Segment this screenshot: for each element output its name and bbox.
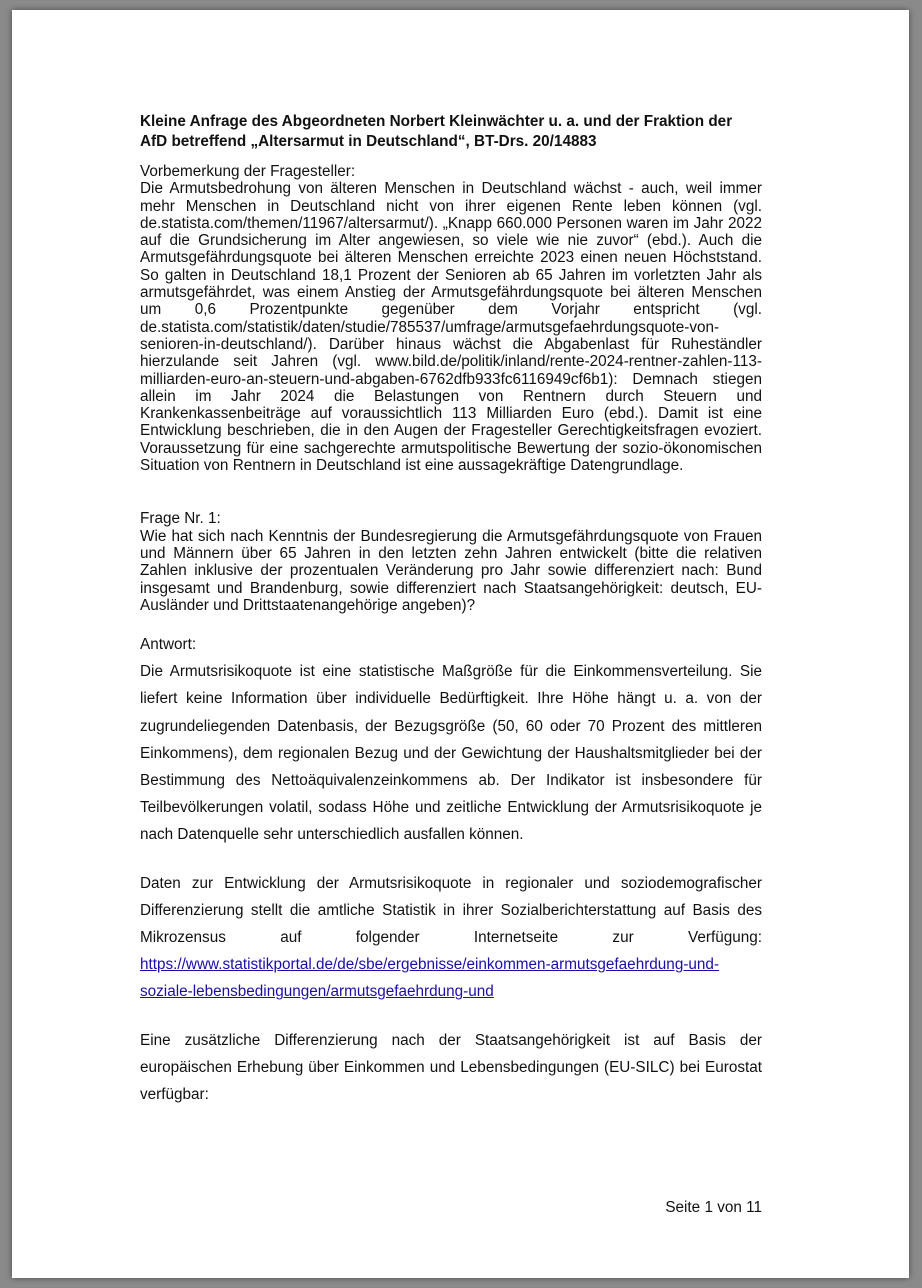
page-number: Seite 1 von 11 [665, 1199, 762, 1216]
document-title: Kleine Anfrage des Abgeordneten Norbert Kleinwächter u. a. und der Fraktion der AfD betreffend „Altersarmut in Deutschland“, BT-Drs. 20/14883 [140, 113, 733, 150]
document-page [12, 10, 909, 1278]
antwort-paragraph-2-text: Daten zur Entwicklung der Armutsrisikoquote in regionaler und soziodemografischer Differenzierung stellt die amtliche Statistik in ihrer Sozialberichterstattung auf Basis des Mikrozensus auf folgender Internetseite zur Verfügung: [140, 874, 762, 946]
vorbemerkung-text: Die Armutsbedrohung von älteren Menschen in Deutschland wächst - auch, weil immer mehr Menschen in Deutschland nicht von ihrer eigenen Rente leben können (vgl. de.statista.com/themen/11967/altersarmut/). „Knapp 660.000 Personen waren im Jahr 2022 auf die Grundsicherung im Alter angewiesen, so viele wie nie zuvor“ (ebd.). Auch die Armutsgefährdungsquote bei älteren Menschen erreichte 2023 einen neuen Höchststand. So galten in Deutschland 18,1 Prozent der Senioren ab 65 Jahren im vorletzten Jahr als armutsgefährdet, was einem Anstieg der Armutsgefährdungsquote bei älteren Menschen um 0,6 Prozentpunkte gegenüber dem Vorjahr entspricht (vgl. de.statista.com/statistik/daten/studie/785537/umfrage/armutsgefaehrdungsquote-von-senioren-in-deutschland/). Darüber hinaus wächst die Abgabenlast für Ruheständler hierzulande seit Jahren (vgl. www.bild.de/politik/inland/rente-2024-rentner-zahlen-113-milliarden-euro-an-steuern-und-abgaben-6762dfb933fc6116949cf6b1): Demnach stiegen allein im Jahr 2024 die Belastungen von Rentnern durch Steuern und Krankenkassenbeiträge auf voraussichtlich 113 Milliarden Euro (ebd.). Damit ist eine Entwicklung beschrieben, die in den Augen der Fragesteller Gerechtigkeitsfragen evoziert. Voraussetzung für eine sachgerechte armutspolitische Bewertung der sozio-ökonomischen Situation von Rentnern in Deutschland ist eine aussagekräftige Datengrundlage. [140, 180, 762, 475]
frage-label: Frage Nr. 1: [140, 510, 221, 528]
vorbemerkung-label: Vorbemerkung der Fragesteller: [140, 163, 356, 180]
antwort-paragraph-3: Eine zusätzliche Differenzierung nach der Staatsangehörigkeit ist auf Basis der europäischen Erhebung über Einkommen und Lebensbedingungen (EU-SILC) bei Eurostat verfügbar: [140, 1031, 762, 1103]
antwort-label: Antwort: [140, 636, 197, 654]
antwort-paragraph-2 [140, 870, 762, 1006]
document-body [140, 112, 762, 1108]
antwort-paragraph-1: Die Armutsrisikoquote ist eine statistische Maßgröße für die Einkommensverteilung. Sie liefert keine Information über individuelle Bedürftigkeit. Ihre Höhe hängt u. a. von der zugrundeliegenden Datenbasis, der Bezugsgröße (50, 60 oder 70 Prozent des mittleren Einkommens), dem regionalen Bezug und der Gewichtung der Haushaltsmitglieder bei der Bestimmung des Nettoäquivalenzeinkommens ab. Der Indikator ist insbesondere für Teilbevölkerungen volatil, sodass Höhe und zeitliche Entwicklung der Armutsrisikoquote je nach Datenquelle sehr unterschiedlich ausfallen können. [140, 663, 762, 844]
statistikportal-link[interactable]: https://www.statistikportal.de/de/sbe/ergebnisse/einkommen-armutsgefaehrdung-und-soziale-lebensbedingungen/armutsgefaehrdung-und [140, 956, 720, 1001]
frage-text: Wie hat sich nach Kenntnis der Bundesregierung die Armutsgefährdungsquote von Frauen und Männern über 65 Jahren in den letzten zehn Jahren entwickelt (bitte die relativen Zahlen inklusive der prozentualen Veränderung pro Jahr sowie differenziert nach: Bund insgesamt und Brandenburg, sowie differenziert nach Staatsangehörigkeit: deutsch, EU-Ausländer und Drittstaatenangehörige angeben)? [140, 527, 762, 614]
